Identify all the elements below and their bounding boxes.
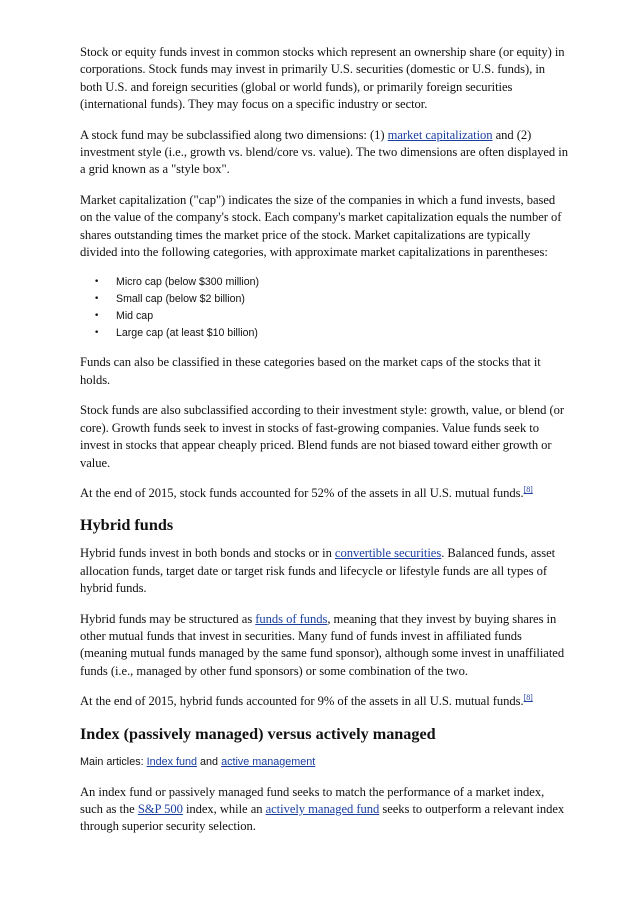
market-cap-list	[80, 274, 568, 342]
heading-index-vs-active: Index (passively managed) versus actively managed	[80, 724, 436, 743]
list-item	[94, 274, 568, 291]
list-item-text: Micro cap (below $300 million)	[116, 276, 260, 289]
text-segment: Hybrid funds may be structured as	[80, 611, 256, 626]
paragraph-cap-classification: Funds can also be classified in these categories based on the market caps of the stocks that it holds.	[80, 355, 541, 387]
text-segment: seeks to outperform a relevant index through superior security selection.	[80, 801, 565, 834]
bullet-icon: •	[94, 311, 100, 322]
list-item	[94, 308, 568, 325]
link-funds-of-funds[interactable]: funds of funds	[255, 611, 328, 626]
heading-hybrid-funds: Hybrid funds	[80, 516, 174, 535]
paragraph-stock-funds-intro: Stock or equity funds invest in common stocks which represent an ownership share (or equity) in corporations. Stock funds may invest in primarily U.S. securities (domestic or U.S. funds), in both U.S. and foreign securities (global or world funds), or primarily foreign securities (international funds). They may focus on a specific industry or sector.	[80, 45, 565, 112]
paragraph-funds-of-funds	[80, 611, 568, 681]
text-segment: At the end of 2015, stock funds accounted for 52% of the assets in all U.S. mutual funds.	[80, 485, 524, 500]
text-segment: At the end of 2015, hybrid funds accounted for 9% of the assets in all U.S. mutual funds.	[80, 694, 524, 709]
list-item-text: Mid cap	[116, 310, 154, 323]
link-index-fund[interactable]: Index fund	[146, 755, 198, 768]
bullet-icon: •	[94, 294, 100, 305]
text-segment: and (2) investment style (i.e., growth vs. blend/core vs. value). The two dimensions are often displayed in a grid known as a "style box".	[80, 127, 568, 177]
list-item	[94, 291, 568, 308]
text-segment: An index fund or passively managed fund seeks to match the performance of a market index, such as the	[80, 784, 545, 816]
link-active-management[interactable]: active management	[221, 755, 316, 768]
text-segment: , meaning that they invest by buying shares in other mutual funds that invest in securities. Many fund of funds invest in affiliated funds (meaning mutual funds managed by the same fund sponsor), although some invest in unaffiliated funds (i.e., managed by other fund sponsors) or some combination of the two.	[80, 611, 565, 678]
paragraph-hybrid-intro	[80, 545, 568, 597]
bullet-icon: •	[94, 277, 100, 288]
link-actively-managed-fund[interactable]: actively managed fund	[265, 801, 380, 816]
bullet-icon: •	[94, 328, 100, 339]
paragraph-stock-assets	[80, 485, 568, 502]
paragraph-hybrid-assets	[80, 693, 568, 710]
main-articles-note	[80, 754, 568, 770]
list-item	[94, 325, 568, 342]
reference-link[interactable]: [8]	[523, 692, 533, 702]
list-item-text: Large cap (at least $10 billion)	[116, 327, 258, 340]
paragraph-market-cap: Market capitalization ("cap") indicates the size of the companies in which a fund invests, based on the value of the company's stock. Each company's market capitalization equals the number of shares outstanding times the market price of the stock. Market capitalizations are typically divided into the following categories, with approximate market capitalizations in parentheses:	[80, 192, 562, 260]
text-segment: . Balanced funds, asset allocation funds, target date or target risk funds and lifecycle or lifestyle funds are all types of hybrid funds.	[80, 546, 556, 596]
link-market-capitalization[interactable]: market capitalization	[387, 127, 493, 142]
list-item-text: Small cap (below $2 billion)	[116, 293, 245, 306]
text-segment: Hybrid funds invest in both bonds and stocks or in	[80, 546, 335, 561]
text-segment: A stock fund may be subclassified along two dimensions: (1)	[80, 127, 388, 142]
link-sp-500[interactable]: S&P 500	[137, 801, 183, 816]
paragraph-index-fund	[80, 784, 568, 836]
reference-link[interactable]: [8]	[523, 484, 533, 494]
text-segment: index, while an	[182, 801, 266, 816]
paragraph-investment-style: Stock funds are also subclassified according to their investment style: growth, value, or blend (or core). Growth funds seek to invest in stocks of fast-growing companies. Value funds seek to invest in stocks that appear cheaply priced. Blend funds are not biased toward either growth or value.	[80, 403, 564, 470]
text-segment: and	[197, 755, 222, 768]
link-convertible-securities[interactable]: convertible securities	[334, 546, 442, 561]
main-articles-prefix: Main articles:	[80, 755, 147, 768]
paragraph-subclassification	[80, 127, 568, 179]
